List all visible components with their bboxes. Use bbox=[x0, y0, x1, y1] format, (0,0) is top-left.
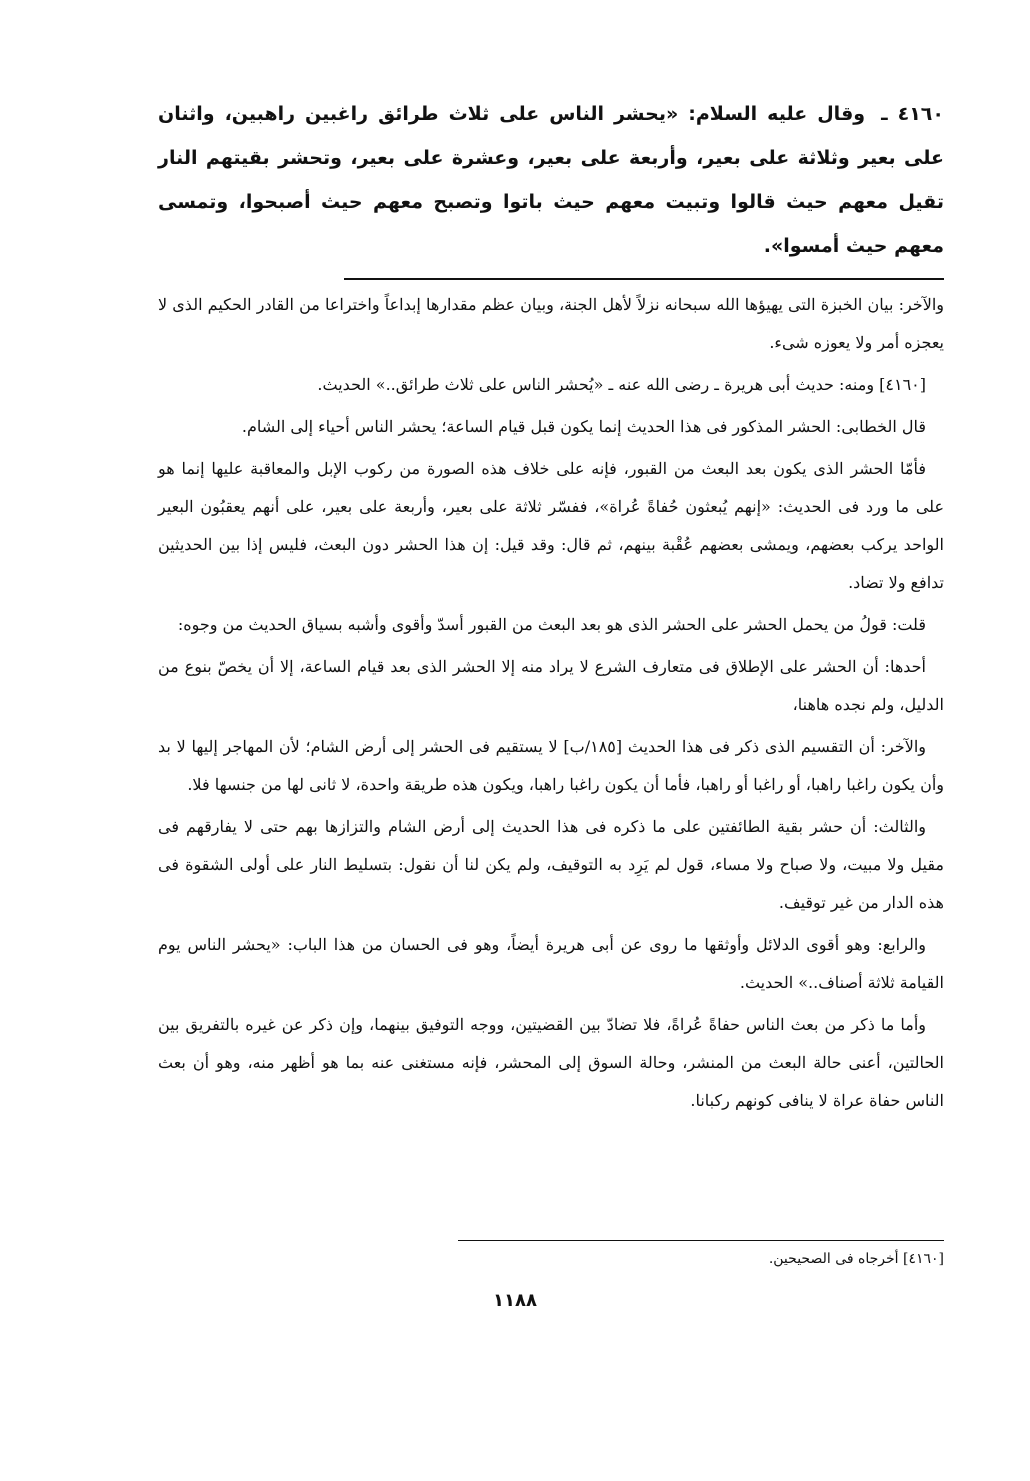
hadith-text: وقال عليه السلام: «يحشر الناس على ثلاث طرائق راغبين راهبين، واثنان على بعير وثلاثة على بعير، وأربعة على بعير، وعشرة على بعير، وتحشر بقيتهم النار تقيل معهم حيث قالوا وتبيت معهم حيث باتوا وتصبح معهم حيث أصبحوا، وتمسى معهم حيث أمسوا». bbox=[158, 103, 944, 257]
footnote: [٤١٦٠] أخرجاه فى الصحيحين. bbox=[768, 1251, 944, 1267]
commentary-paragraph: وأما ما ذكر من بعث الناس حفاةً عُراةً، فلا تضادّ بين القضيتين، ووجه التوفيق بينهما، وإن ذكر عن غيره بالتفريق بين الحالتين، أعنى حالة البعث من المنشر، وحالة السوق إلى المحشر، فإنه مستغنى عنه بما هو أظهر منه، وهو أن بعث الناس حفاة عراة لا ينافى كونهم ركبانا. bbox=[158, 1015, 944, 1110]
footnote-divider bbox=[458, 1240, 944, 1241]
commentary-paragraph: قلت: قولُ من يحمل الحشر على الحشر الذى هو بعد البعث من القبور أسدّ وأقوى وأشبه بسياق الحديث من وجوه: bbox=[177, 615, 926, 634]
commentary-paragraph: والثالث: أن حشر بقية الطائفتين على ما ذكره فى هذا الحديث إلى أرض الشام والتزازها بهم حتى لا يفارقهم فى مقيل ولا مبيت، ولا صباح ولا مساء، قول لم يَرِد به التوقيف، ولم يكن لنا أن نقول: بتسليط النار على أولى الشقوة فى هذه الدار من غير توقيف. bbox=[158, 817, 944, 912]
hadith-number: ٤١٦٠ ـ bbox=[881, 103, 944, 125]
page-number: ١١٨٨ bbox=[493, 1290, 537, 1311]
commentary-paragraph: والآخر: بيان الخبزة التى يهيؤها الله سبحانه نزلاً لأهل الجنة، وبيان عظم مقدارها إبداعاً واختراعا من القادر الحكيم الذى لا يعجزه أمر ولا يعوزه شىء. bbox=[158, 295, 944, 352]
page-body bbox=[158, 92, 944, 1120]
commentary-paragraph: والرابع: وهو أقوى الدلائل وأوثقها ما روى عن أبى هريرة أيضاً، وهو فى الحسان من هذا الباب: «يحشر الناس يوم القيامة ثلاثة أصناف..» الحديث. bbox=[158, 935, 944, 992]
commentary-paragraph: أحدها: أن الحشر على الإطلاق فى متعارف الشرع لا يراد منه إلا الحشر الذى بعد قيام الساعة، إلا أن يخصّ بنوع من الدليل، ولم نجده هاهنا، bbox=[158, 657, 944, 714]
section-divider bbox=[344, 278, 944, 280]
commentary-paragraph: قال الخطابى: الحشر المذكور فى هذا الحديث إنما يكون قبل قيام الساعة؛ يحشر الناس أحياء إلى الشام. bbox=[241, 417, 926, 436]
commentary-paragraph: فأمّا الحشر الذى يكون بعد البعث من القبور، فإنه على خلاف هذه الصورة من ركوب الإبل والمعاقبة عليها إنما هو على ما ورد فى الحديث: «إنهم يُبعثون حُفاةً عُراة»، ففسّر ثلاثة على بعير، وأربعة على بعير، على أنهم يعقبُون البعير الواحد يركب بعضهم، ويمشى بعضهم عُقْبة بينهم، ثم قال: وقد قيل: إن هذا الحشر دون البعث، فليس إذا بين الحديثين تدافع ولا تضاد. bbox=[158, 459, 944, 592]
commentary-hadith-reference: [٤١٦٠] ومنه: حديث أبى هريرة ـ رضى الله عنه ـ «يُحشر الناس على ثلاث طرائق..» الحديث. bbox=[317, 375, 926, 394]
commentary-paragraph: والآخر: أن التقسيم الذى ذكر فى هذا الحديث [١٨٥/ب] لا يستقيم فى الحشر إلى أرض الشام؛ لأن المهاجر إليها لا بد وأن يكون راغبا راهبا، أو راغبا أو راهبا، فأما أن يكون راغبا راهبا، ويكون هذه طريقة واحدة، لا ثانى لها من جنسها فلا. bbox=[158, 737, 944, 794]
hadith-main-text bbox=[158, 92, 944, 268]
